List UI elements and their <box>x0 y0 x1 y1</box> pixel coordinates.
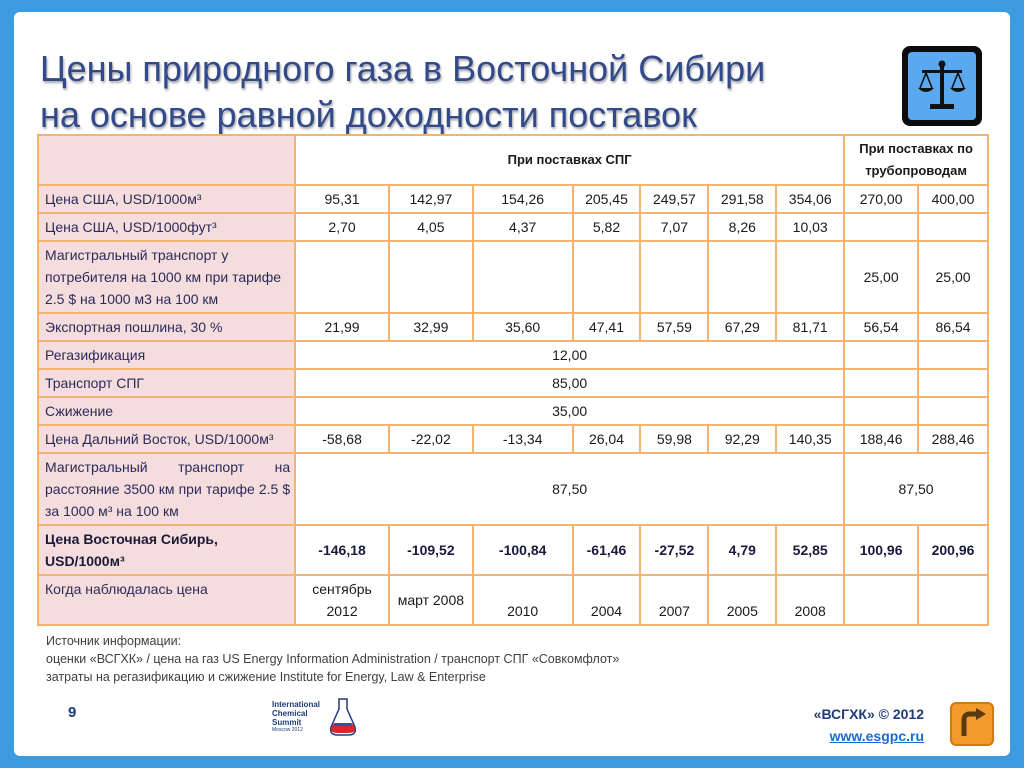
cell: 87,50 <box>295 453 844 525</box>
row-label: Магистральный транспорт на расстояние 3500 км при тарифе 2.5 $ за 1000 м³ на 100 км <box>38 453 295 525</box>
cell: 140,35 <box>776 425 844 453</box>
cell: 25,00 <box>918 241 988 313</box>
table-row <box>38 213 988 241</box>
table-row <box>38 341 988 369</box>
scales-glyph <box>914 58 970 114</box>
cell: 249,57 <box>640 185 708 213</box>
cell: -13,34 <box>473 425 573 453</box>
cell: 81,71 <box>776 313 844 341</box>
cell: 25,00 <box>844 241 918 313</box>
cell: 92,29 <box>708 425 776 453</box>
cell-empty <box>844 575 918 625</box>
cell-empty <box>918 213 988 241</box>
cell-empty <box>640 241 708 313</box>
cell: -109,52 <box>389 525 473 575</box>
table-row <box>38 313 988 341</box>
cell: 270,00 <box>844 185 918 213</box>
cell: 52,85 <box>776 525 844 575</box>
cell: 291,58 <box>708 185 776 213</box>
return-arrow-icon <box>956 708 988 740</box>
header-blank <box>38 135 295 185</box>
cell: 5,82 <box>573 213 641 241</box>
cell-empty <box>844 397 918 425</box>
cell: 2005 <box>708 575 776 625</box>
cell: 86,54 <box>918 313 988 341</box>
table-row <box>38 425 988 453</box>
cell: 59,98 <box>640 425 708 453</box>
cell-empty <box>573 241 641 313</box>
cell: 26,04 <box>573 425 641 453</box>
table-row <box>38 241 988 313</box>
header-row <box>38 135 988 185</box>
row-label: Цена США, USD/1000м³ <box>38 185 295 213</box>
cell: 21,99 <box>295 313 389 341</box>
source-note <box>46 632 619 686</box>
cell-empty <box>708 241 776 313</box>
cell-empty <box>844 341 918 369</box>
return-button[interactable] <box>950 702 994 746</box>
header-lng: При поставках СПГ <box>295 135 844 185</box>
cell: 4,79 <box>708 525 776 575</box>
title-line-2: на основе равной доходности поставок <box>40 94 697 135</box>
source-line-1: Источник информации: <box>46 634 182 648</box>
row-label: Цена США, USD/1000фут³ <box>38 213 295 241</box>
cell: 95,31 <box>295 185 389 213</box>
cell: 4,05 <box>389 213 473 241</box>
cell: 4,37 <box>473 213 573 241</box>
cell: 154,26 <box>473 185 573 213</box>
cell-empty <box>844 369 918 397</box>
cell: -22,02 <box>389 425 473 453</box>
row-label: Когда наблюдалась цена <box>38 575 295 625</box>
cell: 2007 <box>640 575 708 625</box>
title-line-1: Цены природного газа в Восточной Сибири <box>40 48 766 89</box>
table-row <box>38 369 988 397</box>
cell-empty <box>918 575 988 625</box>
page-title <box>40 46 870 138</box>
cell-empty <box>473 241 573 313</box>
header-pipeline: При поставках по трубопроводам <box>844 135 988 185</box>
flask-icon <box>328 697 358 737</box>
source-line-3: затраты на регазификацию и сжижение Institute for Energy, Law & Enterprise <box>46 670 486 684</box>
row-label: Магистральный транспорт у потребителя на 1000 км при тарифе 2.5 $ на 1000 м3 на 100 км <box>38 241 295 313</box>
cell: март 2008 <box>389 575 473 625</box>
source-line-2: оценки «ВСГХК» / цена на газ US Energy Information Administration / транспорт СПГ «Совкомфлот» <box>46 652 620 666</box>
cell: 8,26 <box>708 213 776 241</box>
cell-empty <box>295 241 389 313</box>
cell: 2,70 <box>295 213 389 241</box>
cell: 400,00 <box>918 185 988 213</box>
cell-empty <box>918 369 988 397</box>
website-link[interactable]: www.esgpc.ru <box>829 728 924 744</box>
row-label: Цена Дальний Восток, USD/1000м³ <box>38 425 295 453</box>
cell: 87,50 <box>844 453 988 525</box>
cell: 2010 <box>473 575 573 625</box>
cell: 205,45 <box>573 185 641 213</box>
cell: -146,18 <box>295 525 389 575</box>
cell: 32,99 <box>389 313 473 341</box>
table-row <box>38 185 988 213</box>
cell: 100,96 <box>844 525 918 575</box>
scales-icon[interactable] <box>902 46 982 126</box>
cell: 10,03 <box>776 213 844 241</box>
cell: 2008 <box>776 575 844 625</box>
row-label: Сжижение <box>38 397 295 425</box>
copyright: «ВСГХК» © 2012 <box>813 706 924 722</box>
cell: 35,00 <box>295 397 844 425</box>
cell: 2004 <box>573 575 641 625</box>
cell: 57,59 <box>640 313 708 341</box>
summit-logo <box>272 694 362 740</box>
price-table <box>37 134 989 626</box>
cell: 12,00 <box>295 341 844 369</box>
cell: 188,46 <box>844 425 918 453</box>
cell: 288,46 <box>918 425 988 453</box>
cell: 67,29 <box>708 313 776 341</box>
row-label: Цена Восточная Сибирь, USD/1000м³ <box>38 525 295 575</box>
cell: сентябрь 2012 <box>295 575 389 625</box>
cell: -100,84 <box>473 525 573 575</box>
row-label: Транспорт СПГ <box>38 369 295 397</box>
table-row <box>38 525 988 575</box>
cell-empty <box>918 397 988 425</box>
cell: 142,97 <box>389 185 473 213</box>
cell: 56,54 <box>844 313 918 341</box>
cell: -61,46 <box>573 525 641 575</box>
cell: 354,06 <box>776 185 844 213</box>
table-row <box>38 397 988 425</box>
cell: -58,68 <box>295 425 389 453</box>
cell: -27,52 <box>640 525 708 575</box>
page-number: 9 <box>68 704 77 721</box>
cell-empty <box>389 241 473 313</box>
table-row <box>38 575 988 625</box>
cell-empty <box>844 213 918 241</box>
table-row <box>38 453 988 525</box>
row-label: Экспортная пошлина, 30 % <box>38 313 295 341</box>
cell-empty <box>918 341 988 369</box>
cell: 200,96 <box>918 525 988 575</box>
row-label: Регазификация <box>38 341 295 369</box>
summit-logo-text: International Chemical Summit Moscow 2012 <box>272 700 321 733</box>
cell-empty <box>776 241 844 313</box>
cell: 47,41 <box>573 313 641 341</box>
cell: 7,07 <box>640 213 708 241</box>
cell: 85,00 <box>295 369 844 397</box>
cell: 35,60 <box>473 313 573 341</box>
